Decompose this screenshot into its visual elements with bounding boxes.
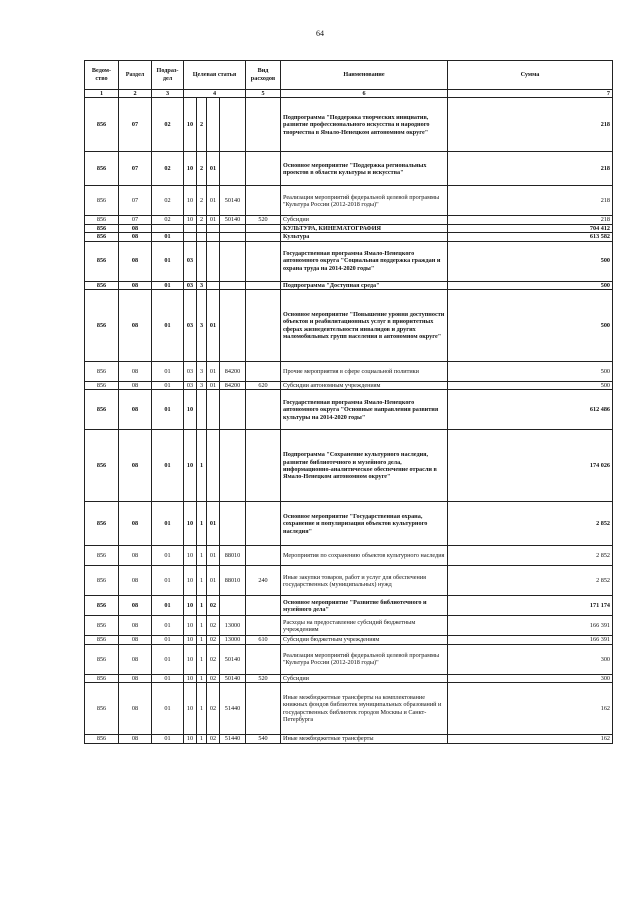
cell-naimenovanie: Иные межбюджетные трансферты — [281, 735, 448, 743]
cell-razdel: 08 — [119, 390, 152, 430]
cell-vid-raskhodov — [246, 290, 281, 362]
cell-tselevaya-1: 10 — [184, 546, 197, 566]
cell-naimenovanie: Государственная программа Ямало-Ненецкого автономного округа "Основные направления развития культуры на 2014-2020 годы" — [281, 390, 448, 430]
cell-tselevaya-3: 02 — [207, 596, 220, 616]
cell-naimenovanie: Основное мероприятие "Поддержка региональных проектов в области культуры и искусства" — [281, 152, 448, 186]
cell-tselevaya-4: 88010 — [220, 566, 246, 596]
cell-tselevaya-2: 1 — [197, 430, 207, 502]
cell-naimenovanie: Основное мероприятие "Государственная охрана, сохранение и популяризация объектов культурного наследия" — [281, 502, 448, 546]
cell-summa: 166 391 — [448, 616, 613, 636]
cell-razdel: 08 — [119, 362, 152, 382]
cell-naimenovanie: Иные межбюджетные трансферты на комплектование книжных фондов библиотек муниципальных образований и государственных библиотек городов Москвы и Санкт-Петербурга — [281, 683, 448, 735]
column-number: 2 — [119, 90, 152, 98]
cell-naimenovanie: Субсидии — [281, 674, 448, 682]
cell-summa: 500 — [448, 241, 613, 281]
cell-podrazdel: 01 — [152, 644, 184, 674]
cell-tselevaya-4: 13000 — [220, 636, 246, 644]
cell-tselevaya-4 — [220, 98, 246, 152]
cell-tselevaya-1: 10 — [184, 636, 197, 644]
cell-vedomstvo: 856 — [85, 362, 119, 382]
cell-summa: 218 — [448, 216, 613, 224]
cell-naimenovanie: КУЛЬТУРА, КИНЕМАТОГРАФИЯ — [281, 224, 448, 232]
cell-podrazdel: 01 — [152, 382, 184, 390]
cell-tselevaya-2: 3 — [197, 290, 207, 362]
cell-tselevaya-1: 10 — [184, 674, 197, 682]
table-row — [85, 186, 613, 216]
table-row — [85, 241, 613, 281]
cell-vid-raskhodov: 620 — [246, 382, 281, 390]
column-number: 3 — [152, 90, 184, 98]
cell-tselevaya-2: 2 — [197, 186, 207, 216]
cell-naimenovanie: Культура — [281, 233, 448, 241]
cell-podrazdel: 01 — [152, 683, 184, 735]
cell-tselevaya-2: 3 — [197, 382, 207, 390]
cell-tselevaya-1: 10 — [184, 735, 197, 743]
cell-vedomstvo: 856 — [85, 290, 119, 362]
cell-tselevaya-4 — [220, 596, 246, 616]
cell-tselevaya-1: 10 — [184, 390, 197, 430]
cell-vid-raskhodov — [246, 616, 281, 636]
cell-podrazdel: 01 — [152, 241, 184, 281]
cell-vedomstvo: 856 — [85, 683, 119, 735]
cell-tselevaya-3: 01 — [207, 382, 220, 390]
cell-vedomstvo: 856 — [85, 224, 119, 232]
cell-vid-raskhodov — [246, 683, 281, 735]
cell-podrazdel: 02 — [152, 186, 184, 216]
cell-vedomstvo: 856 — [85, 644, 119, 674]
cell-tselevaya-4: 13000 — [220, 616, 246, 636]
cell-vid-raskhodov — [246, 186, 281, 216]
table-row — [85, 546, 613, 566]
cell-vid-raskhodov — [246, 390, 281, 430]
cell-vid-raskhodov — [246, 502, 281, 546]
cell-summa: 171 174 — [448, 596, 613, 616]
cell-summa: 174 026 — [448, 430, 613, 502]
cell-vedomstvo: 856 — [85, 616, 119, 636]
page-number: 64 — [316, 29, 324, 38]
cell-vedomstvo: 856 — [85, 674, 119, 682]
cell-podrazdel: 01 — [152, 596, 184, 616]
cell-tselevaya-3: 01 — [207, 546, 220, 566]
cell-vid-raskhodov: 540 — [246, 735, 281, 743]
cell-tselevaya-2: 2 — [197, 152, 207, 186]
cell-tselevaya-1 — [184, 233, 197, 241]
cell-podrazdel: 01 — [152, 390, 184, 430]
cell-summa: 2 852 — [448, 546, 613, 566]
cell-vid-raskhodov: 520 — [246, 216, 281, 224]
cell-vedomstvo: 856 — [85, 98, 119, 152]
cell-tselevaya-4: 50140 — [220, 674, 246, 682]
table-row — [85, 683, 613, 735]
cell-tselevaya-3: 01 — [207, 566, 220, 596]
cell-vid-raskhodov — [246, 546, 281, 566]
cell-tselevaya-1 — [184, 224, 197, 232]
cell-vedomstvo: 856 — [85, 241, 119, 281]
table-row — [85, 382, 613, 390]
cell-summa: 162 — [448, 683, 613, 735]
cell-tselevaya-1: 10 — [184, 186, 197, 216]
cell-vedomstvo: 856 — [85, 152, 119, 186]
cell-tselevaya-4 — [220, 152, 246, 186]
cell-razdel: 08 — [119, 596, 152, 616]
cell-tselevaya-4 — [220, 281, 246, 289]
cell-razdel: 07 — [119, 216, 152, 224]
cell-vedomstvo: 856 — [85, 502, 119, 546]
cell-podrazdel: 01 — [152, 636, 184, 644]
header-tselevaya-statya: Целевая статья — [184, 61, 246, 90]
cell-vid-raskhodov: 240 — [246, 566, 281, 596]
cell-naimenovanie: Подпрограмма "Поддержка творческих инициатив, развитие профессионального искусства и народного творчества в Ямало-Ненецком автономном округе" — [281, 98, 448, 152]
cell-summa: 2 852 — [448, 566, 613, 596]
cell-razdel: 08 — [119, 502, 152, 546]
cell-tselevaya-2 — [197, 390, 207, 430]
cell-vedomstvo: 856 — [85, 281, 119, 289]
cell-naimenovanie: Мероприятия по сохранению объектов культурного наследия — [281, 546, 448, 566]
cell-tselevaya-2: 1 — [197, 566, 207, 596]
cell-podrazdel: 01 — [152, 616, 184, 636]
table-row — [85, 281, 613, 289]
cell-podrazdel: 01 — [152, 430, 184, 502]
cell-summa: 2 852 — [448, 502, 613, 546]
cell-summa: 166 391 — [448, 636, 613, 644]
table-row — [85, 233, 613, 241]
cell-tselevaya-1: 10 — [184, 216, 197, 224]
cell-summa: 612 486 — [448, 390, 613, 430]
cell-tselevaya-1: 03 — [184, 241, 197, 281]
cell-naimenovanie: Подпрограмма "Сохранение культурного наследия, развитие библиотечного и музейного дела, информационно-аналитическое обеспечение отрасли в Ямало-Ненецком автономном округе" — [281, 430, 448, 502]
table-row — [85, 362, 613, 382]
cell-tselevaya-4 — [220, 241, 246, 281]
cell-naimenovanie: Субсидии бюджетным учреждениям — [281, 636, 448, 644]
cell-tselevaya-2: 2 — [197, 98, 207, 152]
cell-tselevaya-1: 03 — [184, 290, 197, 362]
cell-tselevaya-3 — [207, 390, 220, 430]
cell-tselevaya-2: 3 — [197, 281, 207, 289]
cell-podrazdel — [152, 224, 184, 232]
table-row — [85, 290, 613, 362]
cell-tselevaya-4 — [220, 502, 246, 546]
cell-razdel: 08 — [119, 233, 152, 241]
column-number: 6 — [281, 90, 448, 98]
cell-vedomstvo: 856 — [85, 216, 119, 224]
cell-razdel: 07 — [119, 152, 152, 186]
cell-razdel: 08 — [119, 636, 152, 644]
table-body — [85, 98, 613, 743]
cell-naimenovanie: Основное мероприятие "Развитие библиотечного и музейного дела" — [281, 596, 448, 616]
cell-vedomstvo: 856 — [85, 546, 119, 566]
cell-podrazdel: 01 — [152, 674, 184, 682]
cell-tselevaya-3 — [207, 241, 220, 281]
cell-vedomstvo: 856 — [85, 735, 119, 743]
cell-tselevaya-2: 1 — [197, 636, 207, 644]
cell-tselevaya-2: 1 — [197, 735, 207, 743]
cell-summa: 300 — [448, 644, 613, 674]
cell-podrazdel: 01 — [152, 546, 184, 566]
cell-tselevaya-3 — [207, 98, 220, 152]
cell-tselevaya-3 — [207, 233, 220, 241]
column-number: 5 — [246, 90, 281, 98]
cell-tselevaya-4: 84200 — [220, 362, 246, 382]
budget-table — [84, 60, 613, 744]
cell-tselevaya-3: 01 — [207, 290, 220, 362]
cell-tselevaya-4 — [220, 290, 246, 362]
table-row — [85, 216, 613, 224]
cell-tselevaya-1: 10 — [184, 644, 197, 674]
cell-tselevaya-4 — [220, 224, 246, 232]
table-row — [85, 616, 613, 636]
cell-vid-raskhodov — [246, 644, 281, 674]
cell-vedomstvo: 856 — [85, 430, 119, 502]
table-row — [85, 502, 613, 546]
cell-tselevaya-4: 50140 — [220, 216, 246, 224]
cell-razdel: 08 — [119, 683, 152, 735]
cell-tselevaya-4 — [220, 233, 246, 241]
cell-naimenovanie: Подпрограмма "Доступная среда" — [281, 281, 448, 289]
cell-podrazdel: 01 — [152, 281, 184, 289]
cell-vid-raskhodov — [246, 362, 281, 382]
cell-naimenovanie: Государственная программа Ямало-Ненецкого автономного округа "Социальная поддержка граждан и охрана труда на 2014-2020 годы" — [281, 241, 448, 281]
cell-tselevaya-3: 02 — [207, 644, 220, 674]
cell-tselevaya-3: 01 — [207, 362, 220, 382]
cell-vid-raskhodov — [246, 281, 281, 289]
header-vid-raskhodov: Вид расходов — [246, 61, 281, 90]
cell-razdel: 07 — [119, 186, 152, 216]
cell-naimenovanie: Расходы на предоставление субсидий бюджетным учреждениям — [281, 616, 448, 636]
cell-tselevaya-4: 88010 — [220, 546, 246, 566]
cell-tselevaya-3: 01 — [207, 152, 220, 186]
cell-summa: 218 — [448, 98, 613, 152]
cell-summa: 500 — [448, 290, 613, 362]
cell-tselevaya-1: 03 — [184, 281, 197, 289]
cell-tselevaya-3: 01 — [207, 216, 220, 224]
cell-tselevaya-2 — [197, 233, 207, 241]
cell-podrazdel: 01 — [152, 735, 184, 743]
cell-tselevaya-3 — [207, 224, 220, 232]
cell-tselevaya-3: 02 — [207, 735, 220, 743]
table-row — [85, 566, 613, 596]
cell-podrazdel: 02 — [152, 152, 184, 186]
cell-razdel: 08 — [119, 290, 152, 362]
cell-tselevaya-1: 10 — [184, 616, 197, 636]
column-number: 1 — [85, 90, 119, 98]
cell-tselevaya-2: 2 — [197, 216, 207, 224]
cell-tselevaya-3 — [207, 430, 220, 502]
cell-tselevaya-4 — [220, 430, 246, 502]
cell-vid-raskhodov — [246, 430, 281, 502]
cell-razdel: 08 — [119, 674, 152, 682]
cell-vid-raskhodov: 610 — [246, 636, 281, 644]
cell-tselevaya-2: 1 — [197, 596, 207, 616]
cell-podrazdel: 01 — [152, 502, 184, 546]
cell-razdel: 08 — [119, 382, 152, 390]
cell-summa: 500 — [448, 382, 613, 390]
table-row — [85, 390, 613, 430]
table-row — [85, 674, 613, 682]
cell-vedomstvo: 856 — [85, 186, 119, 216]
header-naimenovanie: Наименование — [281, 61, 448, 90]
cell-vedomstvo: 856 — [85, 596, 119, 616]
cell-tselevaya-2: 1 — [197, 683, 207, 735]
cell-tselevaya-4: 51440 — [220, 735, 246, 743]
cell-summa: 162 — [448, 735, 613, 743]
cell-tselevaya-3: 01 — [207, 502, 220, 546]
cell-razdel: 08 — [119, 281, 152, 289]
cell-tselevaya-1: 10 — [184, 502, 197, 546]
cell-summa: 218 — [448, 186, 613, 216]
cell-tselevaya-4: 50140 — [220, 644, 246, 674]
cell-naimenovanie: Субсидии — [281, 216, 448, 224]
cell-razdel: 08 — [119, 546, 152, 566]
cell-tselevaya-1: 10 — [184, 596, 197, 616]
cell-vedomstvo: 856 — [85, 566, 119, 596]
cell-vedomstvo: 856 — [85, 636, 119, 644]
cell-summa: 500 — [448, 362, 613, 382]
cell-summa: 218 — [448, 152, 613, 186]
header-row — [85, 61, 613, 90]
table-row — [85, 224, 613, 232]
cell-tselevaya-3: 02 — [207, 683, 220, 735]
cell-naimenovanie: Основное мероприятие "Повышение уровня доступности объектов и реабилитационных услуг в приоритетных сферах жизнедеятельности инвалидов и других маломобильных групп населения в автономном округе" — [281, 290, 448, 362]
cell-tselevaya-2 — [197, 224, 207, 232]
cell-summa: 613 582 — [448, 233, 613, 241]
cell-vid-raskhodov — [246, 596, 281, 616]
cell-naimenovanie: Иные закупки товаров, работ и услуг для обеспечения государственных (муниципальных) нужд — [281, 566, 448, 596]
cell-podrazdel: 01 — [152, 290, 184, 362]
table-row — [85, 735, 613, 743]
cell-tselevaya-2: 3 — [197, 362, 207, 382]
cell-podrazdel: 02 — [152, 216, 184, 224]
cell-tselevaya-1: 10 — [184, 566, 197, 596]
column-number-row — [85, 90, 613, 98]
cell-tselevaya-4: 51440 — [220, 683, 246, 735]
cell-tselevaya-2: 1 — [197, 674, 207, 682]
cell-tselevaya-3: 02 — [207, 636, 220, 644]
cell-vid-raskhodov — [246, 241, 281, 281]
cell-tselevaya-1: 03 — [184, 382, 197, 390]
cell-vid-raskhodov — [246, 233, 281, 241]
cell-vedomstvo: 856 — [85, 382, 119, 390]
cell-tselevaya-3: 02 — [207, 674, 220, 682]
cell-tselevaya-2: 1 — [197, 616, 207, 636]
cell-summa: 704 412 — [448, 224, 613, 232]
cell-podrazdel: 01 — [152, 566, 184, 596]
cell-podrazdel: 02 — [152, 98, 184, 152]
header-podrazdel: Подраз-дел — [152, 61, 184, 90]
cell-tselevaya-1: 03 — [184, 362, 197, 382]
cell-summa: 300 — [448, 674, 613, 682]
cell-razdel: 07 — [119, 98, 152, 152]
table-row — [85, 636, 613, 644]
cell-razdel: 08 — [119, 735, 152, 743]
cell-vid-raskhodov — [246, 98, 281, 152]
cell-tselevaya-1: 10 — [184, 430, 197, 502]
column-number: 7 — [448, 90, 613, 98]
cell-vid-raskhodov: 520 — [246, 674, 281, 682]
table-row — [85, 430, 613, 502]
cell-tselevaya-3 — [207, 281, 220, 289]
cell-tselevaya-2: 1 — [197, 546, 207, 566]
cell-tselevaya-2: 1 — [197, 502, 207, 546]
cell-podrazdel: 01 — [152, 233, 184, 241]
cell-razdel: 08 — [119, 430, 152, 502]
cell-tselevaya-1: 10 — [184, 98, 197, 152]
header-razdel: Раздел — [119, 61, 152, 90]
cell-tselevaya-2: 1 — [197, 644, 207, 674]
table-row — [85, 152, 613, 186]
cell-tselevaya-1: 10 — [184, 683, 197, 735]
cell-razdel: 08 — [119, 241, 152, 281]
table-row — [85, 644, 613, 674]
cell-podrazdel: 01 — [152, 362, 184, 382]
cell-tselevaya-4: 50140 — [220, 186, 246, 216]
cell-naimenovanie: Прочие мероприятия в сфере социальной политики — [281, 362, 448, 382]
cell-tselevaya-3: 02 — [207, 616, 220, 636]
cell-summa: 500 — [448, 281, 613, 289]
column-number: 4 — [184, 90, 246, 98]
header-summa: Сумма — [448, 61, 613, 90]
cell-tselevaya-2 — [197, 241, 207, 281]
cell-naimenovanie: Реализация мероприятий федеральной целевой программы "Культура России (2012-2018 годы)" — [281, 644, 448, 674]
table-row — [85, 596, 613, 616]
cell-tselevaya-3: 01 — [207, 186, 220, 216]
cell-vedomstvo: 856 — [85, 233, 119, 241]
cell-tselevaya-4 — [220, 390, 246, 430]
cell-razdel: 08 — [119, 616, 152, 636]
header-vedomstvo: Ведом-ство — [85, 61, 119, 90]
cell-tselevaya-4: 84200 — [220, 382, 246, 390]
cell-vid-raskhodov — [246, 224, 281, 232]
cell-vedomstvo: 856 — [85, 390, 119, 430]
cell-vid-raskhodov — [246, 152, 281, 186]
cell-razdel: 08 — [119, 644, 152, 674]
cell-razdel: 08 — [119, 566, 152, 596]
table-row — [85, 98, 613, 152]
cell-naimenovanie: Реализация мероприятий федеральной целевой программы "Культура России (2012-2018 годы)" — [281, 186, 448, 216]
cell-tselevaya-1: 10 — [184, 152, 197, 186]
cell-razdel: 08 — [119, 224, 152, 232]
cell-naimenovanie: Субсидии автономным учреждениям — [281, 382, 448, 390]
